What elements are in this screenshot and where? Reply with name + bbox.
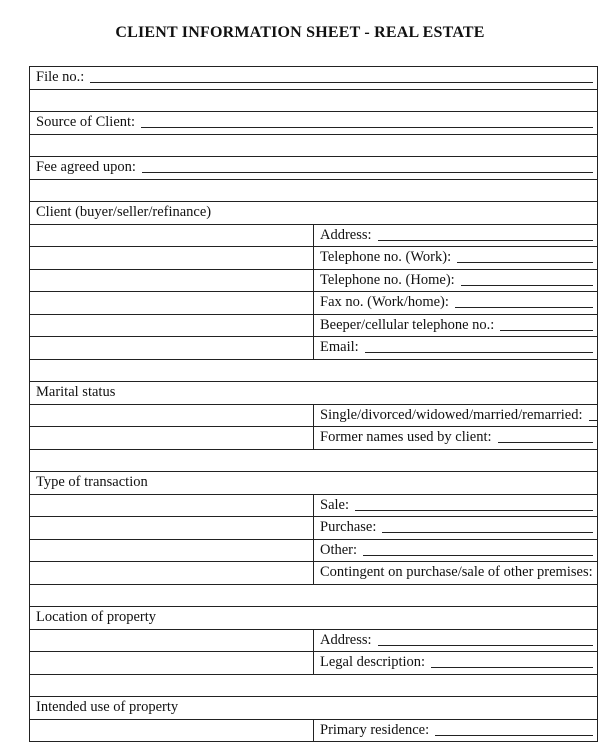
form-row [30, 427, 598, 450]
indent-cell [30, 562, 314, 585]
form-row [30, 494, 598, 517]
field-cell [314, 517, 598, 540]
indent-cell [30, 292, 314, 315]
form-row [30, 337, 598, 360]
form-row [30, 697, 598, 720]
indent-cell [30, 629, 314, 652]
section-heading: Type of transaction [30, 472, 598, 495]
indent-cell [30, 719, 314, 742]
fill-in-line[interactable] [498, 442, 593, 443]
field-cell [314, 292, 598, 315]
form-row [30, 562, 598, 585]
spacer-row [30, 89, 598, 112]
field-label: Legal description: [320, 654, 426, 671]
field-cell [314, 629, 598, 652]
field-label: Contingent on purchase/sale of other premises: [320, 564, 593, 581]
section-heading: Client (buyer/seller/refinance) [30, 202, 598, 225]
form-row [30, 449, 598, 472]
field-label: Former names used by client: [320, 429, 492, 446]
fill-in-line[interactable] [363, 555, 593, 556]
form-row [30, 517, 598, 540]
field-label: Fee agreed upon: [36, 159, 136, 176]
field-label: Telephone no. (Work): [320, 249, 452, 266]
form-row [30, 269, 598, 292]
field-label: Address: [320, 226, 372, 243]
indent-cell [30, 247, 314, 270]
form-row [30, 112, 598, 135]
field-cell [314, 494, 598, 517]
form-row [30, 719, 598, 742]
field-cell [314, 224, 598, 247]
fill-in-line[interactable] [365, 352, 593, 353]
form-row [30, 382, 598, 405]
field-label: Telephone no. (Home): [320, 271, 455, 288]
form-row [30, 629, 598, 652]
form-row [30, 292, 598, 315]
form-row [30, 224, 598, 247]
section-heading: Location of property [30, 607, 598, 630]
form-row [30, 179, 598, 202]
field-cell [30, 112, 598, 135]
field-cell [314, 427, 598, 450]
fill-in-line[interactable] [142, 172, 593, 173]
field-label: Other: [320, 541, 358, 558]
field-cell [314, 539, 598, 562]
spacer-row [30, 134, 598, 157]
indent-cell [30, 224, 314, 247]
field-label: Sale: [320, 496, 349, 513]
field-label: Purchase: [320, 519, 377, 536]
field-cell [30, 67, 598, 90]
indent-cell [30, 314, 314, 337]
form-row [30, 157, 598, 180]
client-information-form [29, 66, 598, 742]
indent-cell [30, 494, 314, 517]
form-row [30, 314, 598, 337]
field-cell [314, 404, 598, 427]
indent-cell [30, 337, 314, 360]
field-cell [314, 269, 598, 292]
field-label: Beeper/cellular telephone no.: [320, 316, 495, 333]
field-cell [314, 719, 598, 742]
field-label: Source of Client: [36, 114, 136, 131]
field-label: Email: [320, 339, 359, 356]
spacer-row [30, 359, 598, 382]
fill-in-line[interactable] [589, 420, 598, 421]
form-row [30, 584, 598, 607]
form-row [30, 202, 598, 225]
field-label: Fax no. (Work/home): [320, 294, 449, 311]
field-cell [30, 157, 598, 180]
spacer-row [30, 449, 598, 472]
section-heading: Intended use of property [30, 697, 598, 720]
spacer-row [30, 179, 598, 202]
form-row [30, 472, 598, 495]
fill-in-line[interactable] [455, 307, 593, 308]
field-label: Single/divorced/widowed/married/remarried: [320, 406, 583, 423]
field-cell [314, 314, 598, 337]
fill-in-line[interactable] [431, 667, 593, 668]
fill-in-line[interactable] [435, 735, 593, 736]
field-label: File no.: [36, 69, 85, 86]
indent-cell [30, 404, 314, 427]
field-label: Address: [320, 631, 372, 648]
fill-in-line[interactable] [90, 82, 593, 83]
fill-in-line[interactable] [355, 510, 593, 511]
indent-cell [30, 427, 314, 450]
fill-in-line[interactable] [378, 240, 593, 241]
field-cell [314, 247, 598, 270]
form-row [30, 247, 598, 270]
spacer-row [30, 674, 598, 697]
indent-cell [30, 539, 314, 562]
form-row [30, 539, 598, 562]
form-row [30, 674, 598, 697]
fill-in-line[interactable] [500, 330, 593, 331]
form-row [30, 67, 598, 90]
form-row [30, 607, 598, 630]
indent-cell [30, 652, 314, 675]
fill-in-line[interactable] [141, 127, 593, 128]
fill-in-line[interactable] [461, 285, 593, 286]
spacer-row [30, 584, 598, 607]
fill-in-line[interactable] [378, 645, 593, 646]
form-row [30, 652, 598, 675]
indent-cell [30, 517, 314, 540]
fill-in-line[interactable] [457, 262, 593, 263]
form-row [30, 359, 598, 382]
indent-cell [30, 269, 314, 292]
section-heading: Marital status [30, 382, 598, 405]
form-row [30, 404, 598, 427]
form-row [30, 134, 598, 157]
field-label: Primary residence: [320, 721, 430, 738]
fill-in-line[interactable] [382, 532, 593, 533]
field-cell [314, 337, 598, 360]
form-row [30, 89, 598, 112]
field-cell [314, 562, 598, 585]
document-title: CLIENT INFORMATION SHEET - REAL ESTATE [115, 24, 485, 41]
field-cell [314, 652, 598, 675]
